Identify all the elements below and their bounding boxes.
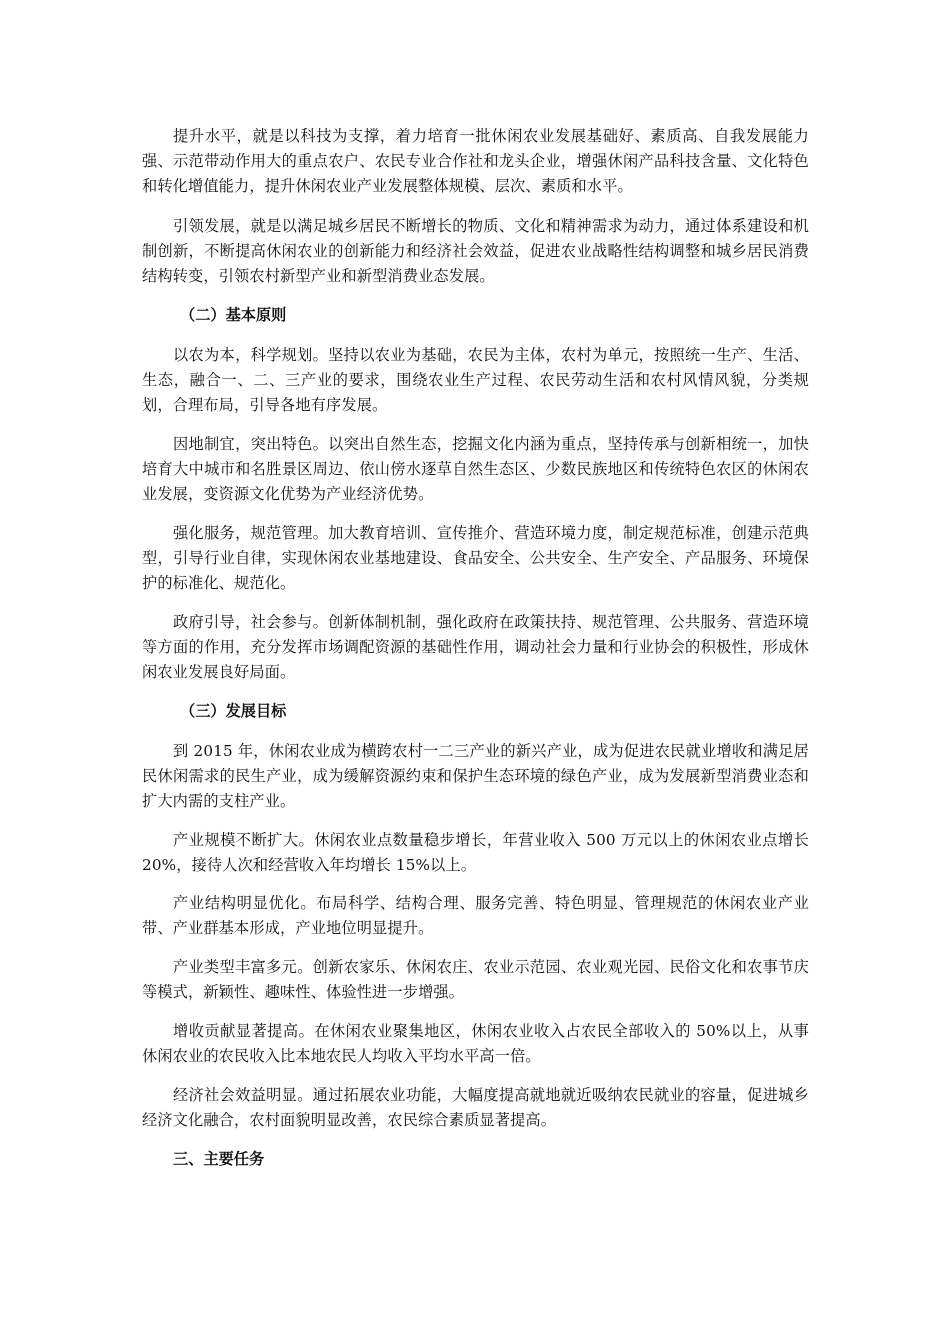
paragraph-lead-development: 引领发展，就是以满足城乡居民不断增长的物质、文化和精神需求为动力，通过体系建设和机制创新，不断提高休闲农业的创新能力和经济社会效益，促进农业战略性结构调整和城乡居民消费结构转变，引领农村新型产业和新型消费业态发展。 bbox=[142, 217, 809, 285]
paragraph-industry-scale: 产业规模不断扩大。休闲农业点数量稳步增长，年营业收入 500 万元以上的休闲农业点增长 20%，接待人次和经营收入年均增长 15%以上。 bbox=[142, 831, 809, 874]
paragraph-local-conditions: 因地制宜，突出特色。以突出自然生态，挖掘文化内涵为重点，坚持传承与创新相统一，加快培育大中城市和名胜景区周边、依山傍水逐草自然生态区、少数民族地区和传统特色农区的休闲农业发展，变资源文化优势为产业经济优势。 bbox=[142, 435, 809, 503]
paragraph-income-contribution: 增收贡献显著提高。在休闲农业聚集地区，休闲农业收入占农民全部收入的 50%以上，从事休闲农业的农民收入比本地农民人均收入平均水平高一倍。 bbox=[142, 1022, 809, 1065]
heading-main-tasks: 三、主要任务 bbox=[173, 1150, 265, 1168]
paragraph-strengthen-services: 强化服务，规范管理。加大教育培训、宣传推介、营造环境力度，制定规范标准，创建示范典型，引导行业自律，实现休闲农业基地建设、食品安全、公共安全、生产安全、产品服务、环境保护的标准化、规范化。 bbox=[142, 524, 809, 592]
paragraph-industry-types: 产业类型丰富多元。创新农家乐、休闲农庄、农业示范园、农业观光园、民俗文化和农事节庆等模式，新颖性、趣味性、体验性进一步增强。 bbox=[142, 958, 809, 1001]
heading-development-goals: （三）发展目标 bbox=[180, 702, 287, 720]
paragraph-industry-structure: 产业结构明显优化。布局科学、结构合理、服务完善、特色明显、管理规范的休闲农业产业带、产业群基本形成，产业地位明显提升。 bbox=[142, 894, 809, 937]
paragraph-2015-target: 到 2015 年，休闲农业成为横跨农村一二三产业的新兴产业，成为促进农民就业增收和满足居民休闲需求的民生产业，成为缓解资源约束和保护生态环境的绿色产业，成为发展新型消费业态和扩大内需的支柱产业。 bbox=[142, 742, 809, 810]
paragraph-agriculture-based: 以农为本，科学规划。坚持以农业为基础，农民为主体，农村为单元，按照统一生产、生活、生态，融合一、二、三产业的要求，围绕农业生产过程、农民劳动生活和农村风情风貌，分类规划，合理布局，引导各地有序发展。 bbox=[142, 346, 809, 414]
heading-basic-principles: （二）基本原则 bbox=[180, 306, 287, 324]
paragraph-improve-level: 提升水平，就是以科技为支撑，着力培育一批休闲农业发展基础好、素质高、自我发展能力强、示范带动作用大的重点农户、农民专业合作社和龙头企业，增强休闲产品科技含量、文化特色和转化增值能力，提升休闲农业产业发展整体规模、层次、素质和水平。 bbox=[142, 127, 809, 195]
paragraph-social-benefits: 经济社会效益明显。通过拓展农业功能，大幅度提高就地就近吸纳农民就业的容量，促进城乡经济文化融合，农村面貌明显改善，农民综合素质显著提高。 bbox=[142, 1086, 809, 1129]
paragraph-government-guidance: 政府引导，社会参与。创新体制机制，强化政府在政策扶持、规范管理、公共服务、营造环境等方面的作用，充分发挥市场调配资源的基础性作用，调动社会力量和行业协会的积极性，形成休闲农业发展良好局面。 bbox=[142, 613, 809, 681]
